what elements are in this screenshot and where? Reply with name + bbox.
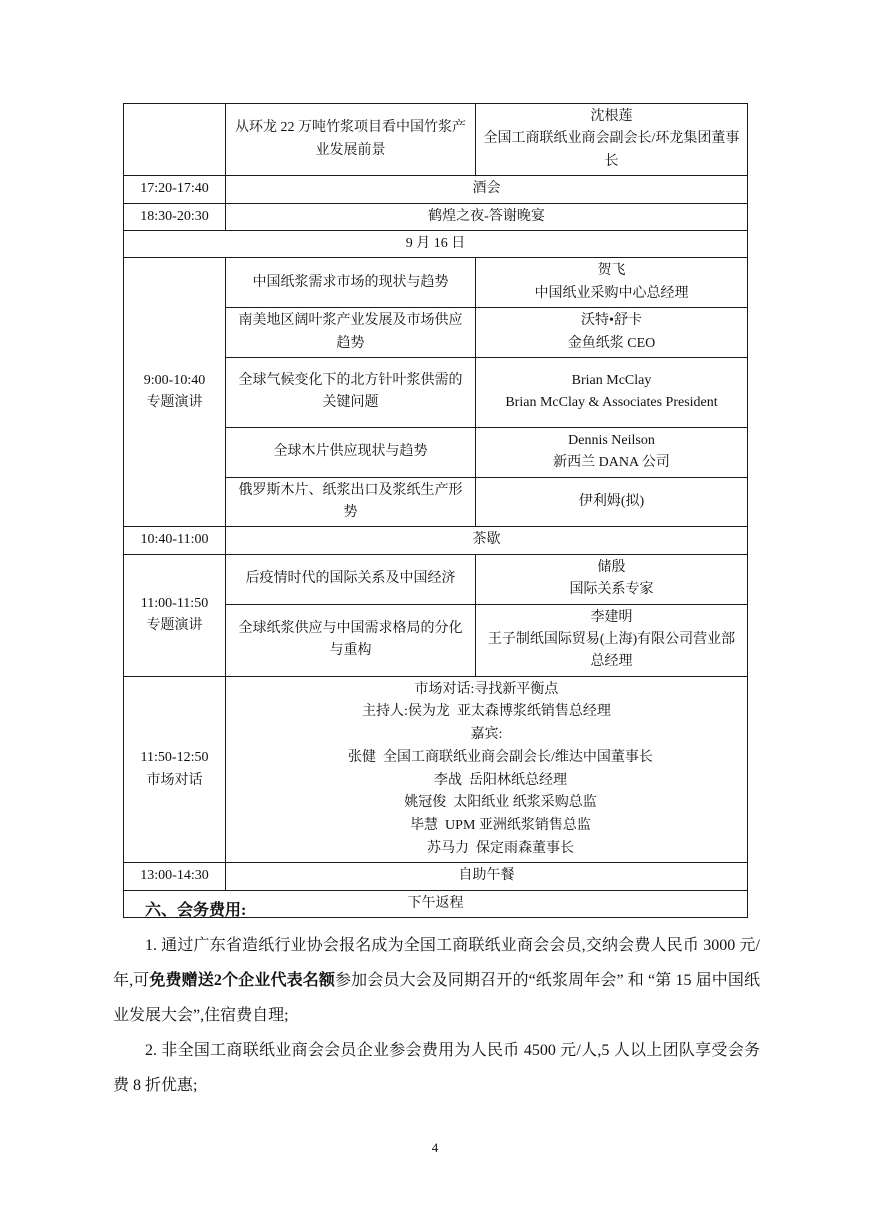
session-type: 专题演讲: [146, 395, 203, 411]
cell-speaker: [476, 554, 748, 604]
table-row-carryover: [124, 104, 748, 176]
cell-topic: [226, 427, 476, 477]
topic-text: 中国纸浆需求市场的现状与趋势: [252, 274, 449, 290]
dialogue-title: 市场对话:寻找新平衡点: [414, 681, 559, 697]
cell-time-empty: [124, 104, 226, 176]
cell-speaker: [476, 427, 748, 477]
cell-speaker: [476, 308, 748, 358]
table-row-dialogue: [124, 676, 748, 862]
session-time: 11:00-11:50: [140, 595, 209, 611]
topic-text: 从环龙 22 万吨竹浆项目看中国竹浆产业发展前景: [235, 120, 466, 158]
speaker-name: 李建明: [590, 609, 633, 625]
speaker-title: 新西兰 DANA 公司: [553, 455, 670, 471]
cell-topic: [226, 477, 476, 527]
table-row-talk: [124, 258, 748, 308]
topic-text: 全球气候变化下的北方针叶浆供需的关键问题: [238, 373, 463, 411]
speaker-title: 全国工商联纸业商会副会长/环龙集团董事长: [483, 131, 740, 169]
cell-topic: [226, 258, 476, 308]
topic-text: 南美地区阔叶浆产业发展及市场供应趋势: [238, 313, 463, 351]
dialogue-guests-label: 嘉宾:: [470, 727, 503, 743]
dialogue-guest: 张健 全国工商联纸业商会副会长/维达中国董事长: [348, 749, 653, 765]
table-row-banquet: [124, 203, 748, 230]
table-row-talk: [124, 554, 748, 604]
topic-text: 后疫情时代的国际关系及中国经济: [245, 571, 456, 587]
speaker-name: 伊利姆(拟): [578, 493, 645, 509]
table-row-date-header: [124, 230, 748, 257]
topic-text: 全球纸浆供应与中国需求格局的分化与重构: [238, 620, 463, 659]
cell-topic: [226, 357, 476, 427]
dialogue-guest: 毕慧 UPM 亚洲纸浆销售总监: [410, 817, 591, 833]
fees-item-1-bold-text: 免费赠送2个企业代表名额: [149, 972, 335, 989]
speaker-name: Dennis Neilson: [568, 432, 655, 448]
fees-heading: 六、会务费用:: [145, 902, 247, 919]
speaker-name: 沈根莲: [590, 109, 633, 124]
cell-topic: [226, 308, 476, 358]
speaker-title: 中国纸业采购中心总经理: [534, 285, 689, 301]
table-row-lunch: [124, 863, 748, 890]
topic-text: 俄罗斯木片、纸浆出口及浆纸生产形势: [238, 482, 463, 521]
page-number: 4: [431, 1140, 439, 1155]
speaker-title: 国际关系专家: [569, 582, 654, 598]
dialogue-guest: 苏马力 保定雨森董事长: [427, 840, 574, 856]
cell-topic: [226, 104, 476, 176]
topic-text: 全球木片供应现状与趋势: [273, 444, 428, 460]
cell-departure: 下午返程: [124, 890, 748, 917]
cell-time: 10:40-11:00: [124, 527, 226, 554]
cell-speaker: [476, 258, 748, 308]
cell-speaker: [476, 477, 748, 527]
cell-event: 酒会: [226, 176, 748, 203]
cell-time: 18:30-20:30: [124, 203, 226, 230]
cell-event: 茶歇: [226, 527, 748, 554]
cell-event: 鹤煌之夜-答谢晚宴: [226, 203, 748, 230]
cell-session-time: [124, 676, 226, 862]
cell-date-header: 9 月 16 日: [124, 230, 748, 257]
cell-speaker: [476, 604, 748, 676]
speaker-name: 沃特•舒卡: [581, 313, 642, 329]
speaker-title: Brian McClay & Associates President: [505, 395, 718, 411]
cell-event: 自助午餐: [226, 863, 748, 890]
session-time: 11:50-12:50: [140, 750, 209, 766]
fees-section: [113, 893, 760, 1103]
dialogue-guest: 李战 岳阳林纸总经理: [434, 772, 567, 788]
fees-item-2: 2. 非全国工商联纸业商会会员企业参会费用为人民币 4500 元/人,5 人以上团队享受会务费 8 折优惠;: [113, 1042, 760, 1094]
dialogue-guest: 姚冠俊 太阳纸业 纸浆采购总监: [404, 795, 597, 811]
cell-speaker: [476, 104, 748, 176]
cell-topic: [226, 554, 476, 604]
speaker-title: 王子制纸国际贸易(上海)有限公司营业部总经理: [487, 632, 736, 670]
cell-session-time: [124, 554, 226, 676]
fees-item-1-text-after: 参加会员大会及同期召开的“纸浆周年会” 和 “第 15 届中国纸业发展大会”,住宿费自理;: [113, 972, 760, 1024]
table-row-reception: [124, 176, 748, 203]
fees-item-1: [113, 928, 760, 1033]
session-type: 专题演讲: [146, 618, 203, 634]
speaker-name: 储殷: [597, 559, 626, 575]
fees-item-1-text: 1. 通过广东省造纸行业协会报名成为全国工商联纸业商会会员,交纳会费人民币 3000 元/年,可: [113, 937, 760, 989]
speaker-name: 贺飞: [597, 263, 626, 279]
cell-speaker: [476, 357, 748, 427]
session-time: 9:00-10:40: [143, 373, 206, 389]
speaker-title: 金鱼纸浆 CEO: [567, 335, 656, 351]
dialogue-host: 主持人:侯为龙 亚太森博浆纸销售总经理: [362, 704, 611, 720]
cell-time: 13:00-14:30: [124, 863, 226, 890]
cell-dialogue: [226, 676, 748, 862]
session-type: 市场对话: [146, 772, 203, 788]
cell-session-time: [124, 258, 226, 527]
cell-topic: [226, 604, 476, 676]
table-row-tea-break: [124, 527, 748, 554]
cell-time: 17:20-17:40: [124, 176, 226, 203]
speaker-name: Brian McClay: [571, 373, 652, 389]
schedule-table: [123, 103, 748, 918]
